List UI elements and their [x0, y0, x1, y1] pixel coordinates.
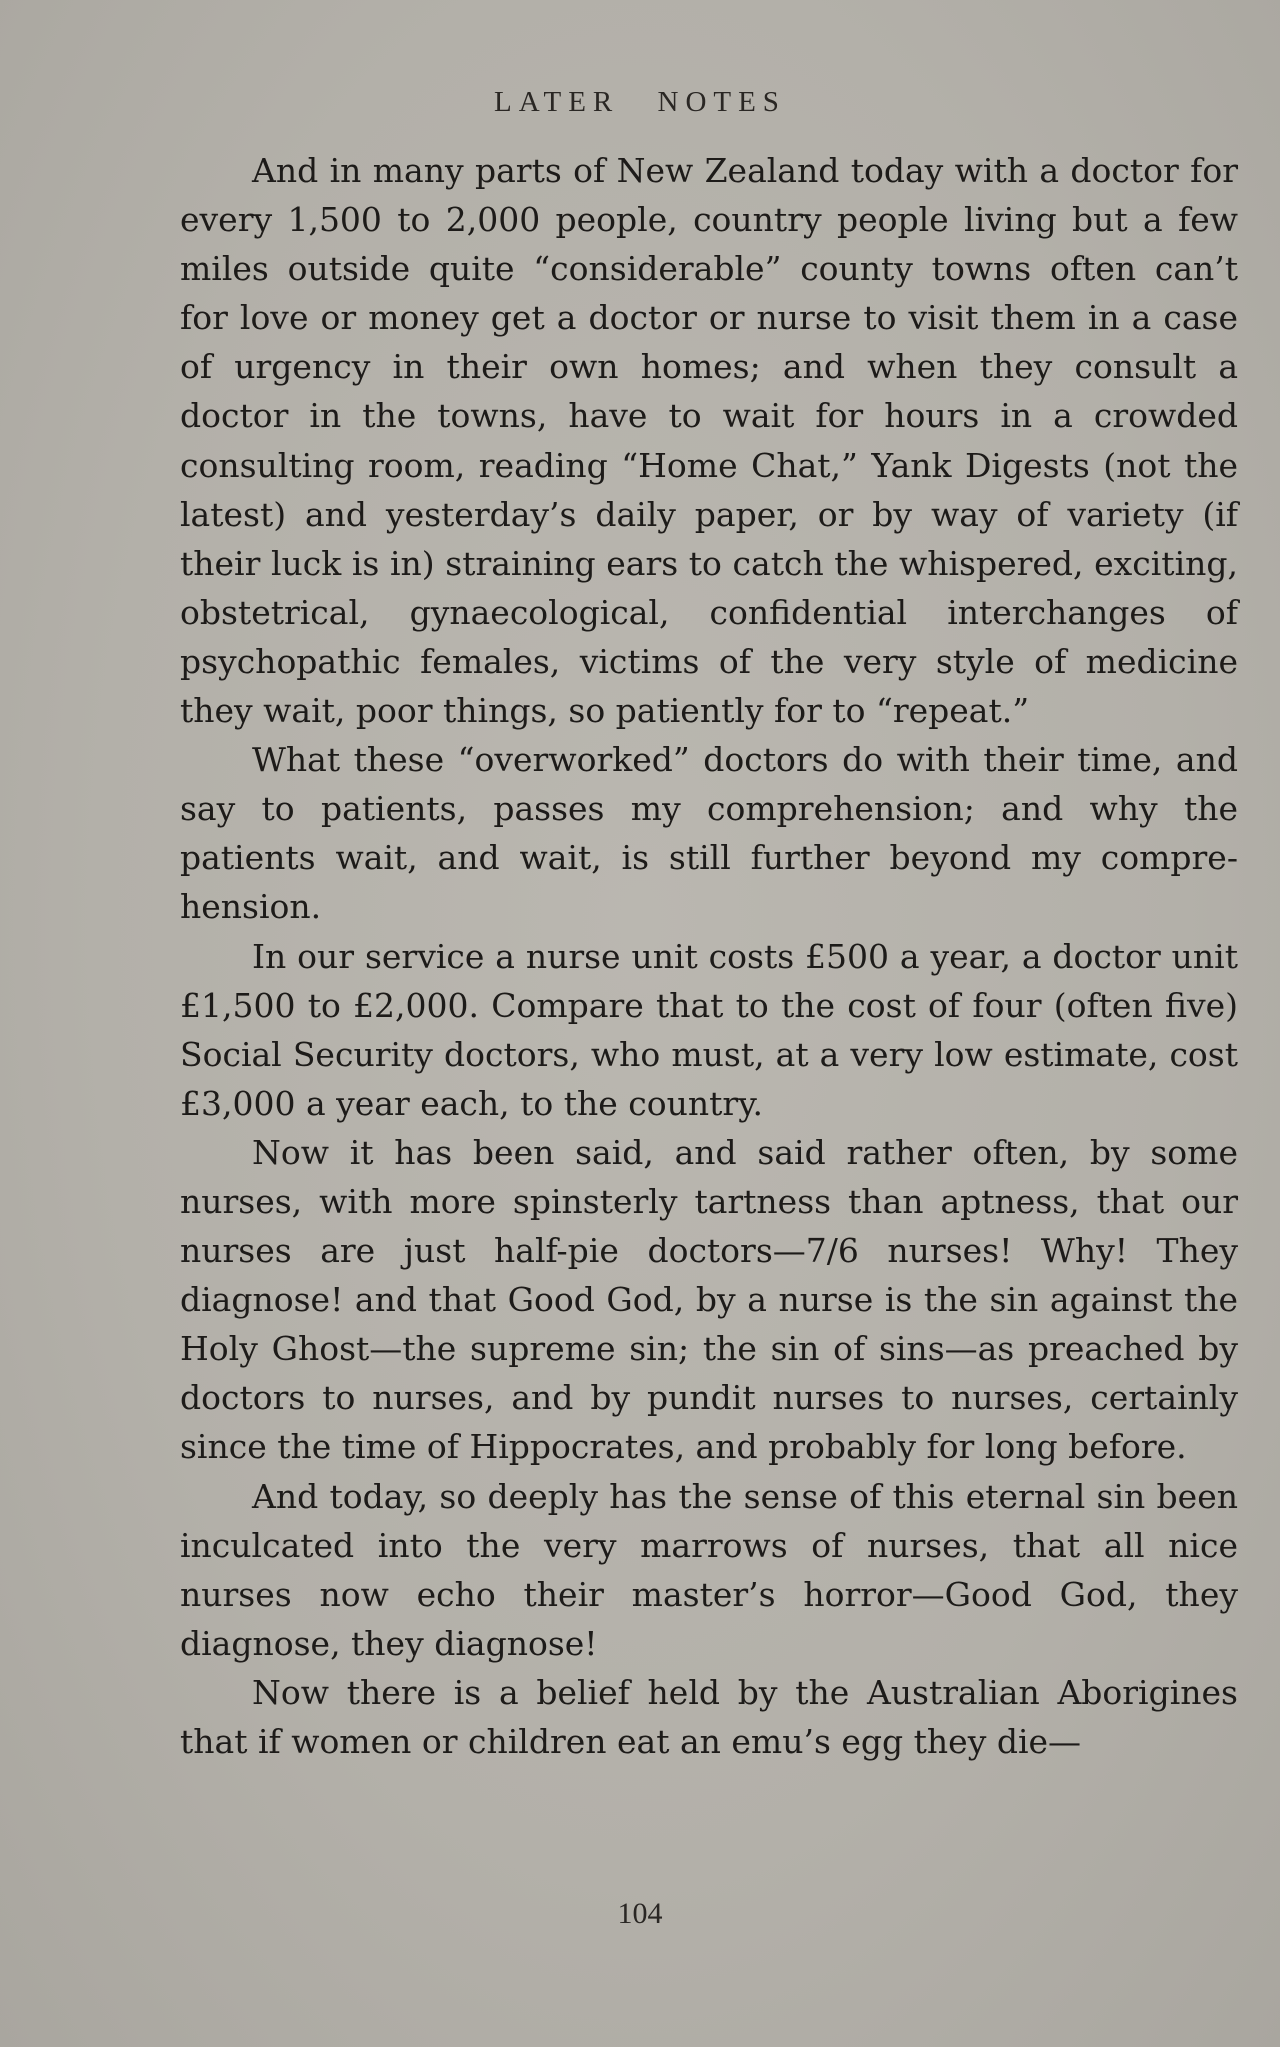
page-number: 104: [617, 1897, 663, 1930]
running-head: LATER NOTES: [494, 86, 786, 118]
paragraph: What these “overworked” doctors do with their time, and say to patients, passes my comprehension; and why the patients wait, and wait, is still further beyond my comprehension.: [180, 740, 1238, 927]
paragraph: And today, so deeply has the sense of this eternal sin been inculcated into the very marrows of nurses, that all nice nurses now echo their master’s horror—Good God, they diagnose, they diagnose!: [180, 1476, 1238, 1663]
paragraph: In our service a nurse unit costs £500 a year, a doctor unit £1,500 to £2,000. Compare that to the cost of four (often five) Social Security doctors, who must, at a very low estimate, cost £3,000 a year each, to the country.: [180, 936, 1238, 1123]
paragraph: Now there is a belief held by the Australian Aborigines that if women or children eat an emu’s egg they die—: [180, 1672, 1238, 1761]
paragraph: And in many parts of New Zealand today with a doctor for every 1,500 to 2,000 people, country people living but a few miles outside quite “considerable” county towns often can’t for love or money get a doctor or nurse to visit them in a case of urgency in their own homes; and when they consult a doctor in the towns, have to wait for hours in a crowded consulting room, reading “Home Chat,” Yank Digests (not the latest) and yesterday’s daily paper, or by way of variety (if their luck is in) straining ears to catch the whispered, exciting, obstetrical, gynaecological, confidential interchanges of psychopathic females, victims of the very style of medicine they wait, poor things, so patiently for to “repeat.”: [180, 151, 1238, 731]
body-text: [180, 146, 1238, 1766]
paragraph: Now it has been said, and said rather often, by some nurses, with more spinsterly tartness than aptness, that our nurses are just half-pie doctors—7/6 nurses! Why! They diagnose! and that Good God, by a nurse is the sin against the Holy Ghost—the supreme sin; the sin of sins—as preached by doctors to nurses, and by pundit nurses to nurses, certainly since the time of Hippocrates, and probably for long before.: [180, 1132, 1238, 1467]
